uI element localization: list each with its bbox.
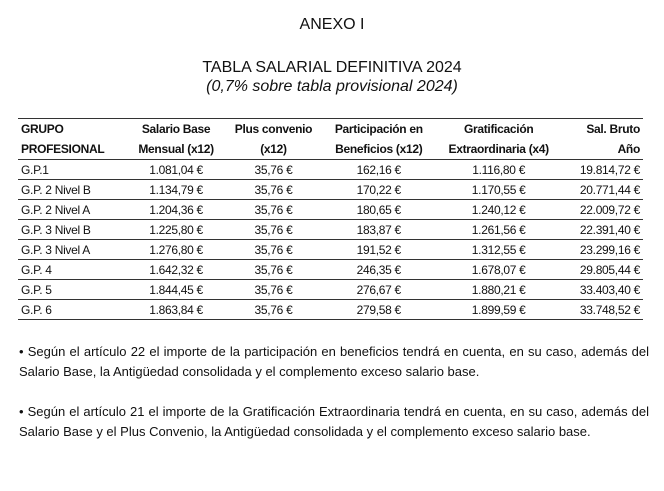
table-cell: 1.312,55 €	[435, 240, 563, 260]
header-row-2	[18, 139, 643, 160]
table-subtitle: (0,7% sobre tabla provisional 2024)	[206, 78, 458, 95]
table-cell: G.P. 4	[18, 260, 128, 280]
table-cell: 1.134,79 €	[128, 180, 224, 200]
table-cell: 1.204,36 €	[128, 200, 224, 220]
header-cell: Participación en	[323, 119, 435, 140]
table-row	[18, 160, 643, 180]
table-cell: 1.678,07 €	[435, 260, 563, 280]
header-cell: PROFESIONAL	[18, 139, 128, 160]
table-cell: 191,52 €	[323, 240, 435, 260]
table-cell: 35,76 €	[224, 220, 323, 240]
table-cell: G.P. 3 Nivel B	[18, 220, 128, 240]
table-row	[18, 260, 643, 280]
header-cell: Beneficios (x12)	[323, 139, 435, 160]
table-row	[18, 180, 643, 200]
header-cell: Plus convenio	[224, 119, 323, 140]
table-cell: 29.805,44 €	[563, 260, 643, 280]
table-cell: 33.748,52 €	[563, 300, 643, 320]
annex-title: ANEXO I	[299, 16, 365, 33]
table-cell: 1.170,55 €	[435, 180, 563, 200]
table-cell: 35,76 €	[224, 280, 323, 300]
table-cell: 35,76 €	[224, 160, 323, 180]
table-cell: 1.899,59 €	[435, 300, 563, 320]
header-row-1	[18, 119, 643, 140]
header-cell: Año	[563, 139, 643, 160]
table-cell: 183,87 €	[323, 220, 435, 240]
table-cell: G.P. 2 Nivel A	[18, 200, 128, 220]
table-cell: 35,76 €	[224, 300, 323, 320]
table-row	[18, 280, 643, 300]
table-cell: 1.880,21 €	[435, 280, 563, 300]
table-cell: 22.009,72 €	[563, 200, 643, 220]
salary-table	[18, 118, 643, 320]
table-cell: 180,65 €	[323, 200, 435, 220]
table-cell: 1.276,80 €	[128, 240, 224, 260]
table-cell: 19.814,72 €	[563, 160, 643, 180]
table-cell: 1.863,84 €	[128, 300, 224, 320]
table-cell: G.P. 2 Nivel B	[18, 180, 128, 200]
table-cell: 279,58 €	[323, 300, 435, 320]
table-cell: 35,76 €	[224, 200, 323, 220]
header-cell: Extraordinaria (x4)	[435, 139, 563, 160]
table-cell: 1.116,80 €	[435, 160, 563, 180]
table-cell: 22.391,40 €	[563, 220, 643, 240]
table-row	[18, 240, 643, 260]
table-cell: 23.299,16 €	[563, 240, 643, 260]
table-cell: 1.642,32 €	[128, 260, 224, 280]
note-gratification: • Según el artículo 21 el importe de la Gratificación Extraordinaria tendrá en cuenta, en su caso, además del Salario Base y el Plus Convenio, la Antigüedad consolidada y el complemento exceso salario base.	[19, 404, 649, 439]
table-cell: 1.844,45 €	[128, 280, 224, 300]
table-cell: 162,16 €	[323, 160, 435, 180]
table-row	[18, 300, 643, 320]
table-cell: G.P. 5	[18, 280, 128, 300]
header-cell: GRUPO	[18, 119, 128, 140]
header-cell: Sal. Bruto	[563, 119, 643, 140]
header-cell: Salario Base	[128, 119, 224, 140]
table-cell: 35,76 €	[224, 260, 323, 280]
table-cell: 170,22 €	[323, 180, 435, 200]
table-title: TABLA SALARIAL DEFINITIVA 2024	[202, 59, 462, 76]
table-cell: 1.225,80 €	[128, 220, 224, 240]
table-cell: 246,35 €	[323, 260, 435, 280]
table-cell: 35,76 €	[224, 180, 323, 200]
table-cell: G.P. 6	[18, 300, 128, 320]
note-participation: • Según el artículo 22 el importe de la participación en beneficios tendrá en cuenta, en su caso, además del Salario Base, la Antigüedad consolidada y el complemento exceso salario base.	[19, 344, 649, 379]
table-cell: 33.403,40 €	[563, 280, 643, 300]
table-row	[18, 220, 643, 240]
header-cell: Mensual (x12)	[128, 139, 224, 160]
table-cell: G.P.1	[18, 160, 128, 180]
header-cell: (x12)	[224, 139, 323, 160]
table-cell: 1.240,12 €	[435, 200, 563, 220]
table-cell: 276,67 €	[323, 280, 435, 300]
table-cell: 1.081,04 €	[128, 160, 224, 180]
table-cell: 35,76 €	[224, 240, 323, 260]
table-cell: 20.771,44 €	[563, 180, 643, 200]
table-cell: 1.261,56 €	[435, 220, 563, 240]
table-row	[18, 200, 643, 220]
header-cell: Gratificación	[435, 119, 563, 140]
table-cell: G.P. 3 Nivel A	[18, 240, 128, 260]
